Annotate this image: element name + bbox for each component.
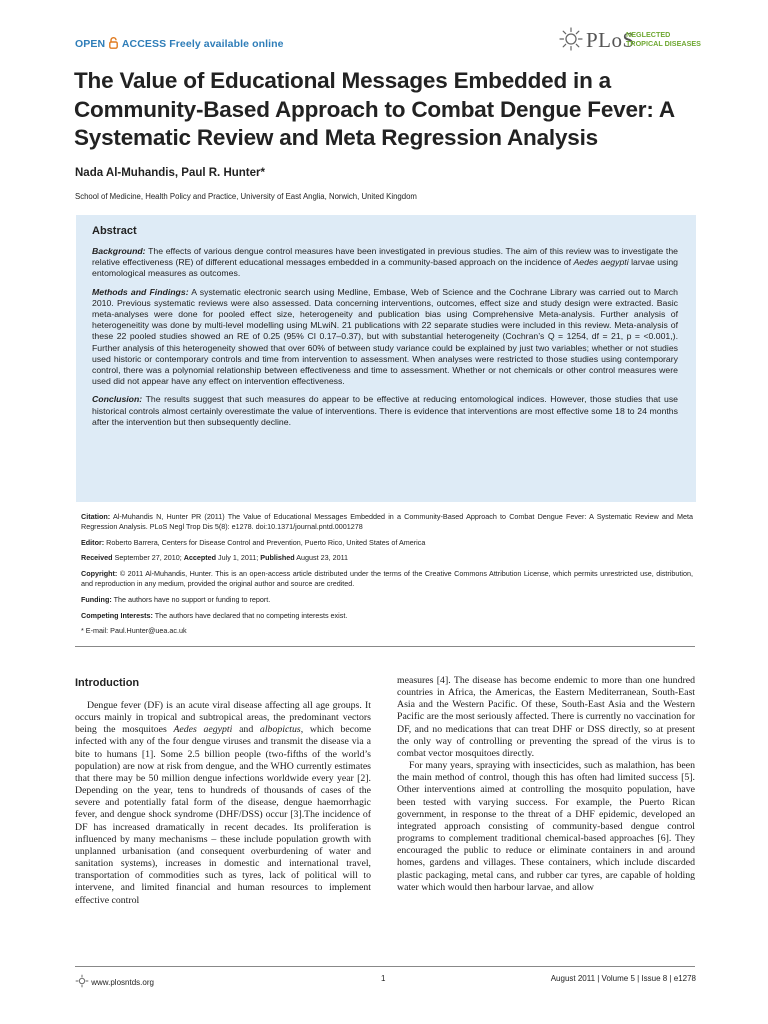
journal-logo[interactable] (558, 22, 708, 56)
copyright-text: © 2011 Al-Muhandis, Hunter. This is an open-access article distributed under the terms of the Creative Commons Attribution License, which permits unrestricted use, distribution, and reproduction in any medium, provided the original author and source are credited. (81, 569, 693, 588)
dates (81, 553, 693, 563)
published-label: Published (260, 553, 295, 563)
access-label: ACCESS (121, 38, 167, 50)
funding (81, 595, 693, 605)
freely-available-label: Freely available online (169, 38, 284, 50)
open-lock-icon (109, 37, 118, 52)
open-label: OPEN (75, 38, 106, 50)
editor-label: Editor: (81, 537, 105, 547)
intro-paragraph-1 (75, 700, 371, 907)
methods-label: Methods and Findings: (92, 286, 189, 297)
published-date: August 23, 2011 (294, 553, 349, 563)
citation (81, 512, 693, 532)
funding-label: Funding: (81, 594, 112, 604)
competing-interests (81, 611, 693, 621)
url-text[interactable]: www.plosntds.org (91, 978, 154, 987)
issue-info: August 2011 | Volume 5 | Issue 8 | e1278 (550, 974, 696, 983)
received-date: September 27, 2010; (112, 553, 184, 563)
copyright (81, 569, 693, 589)
citation-label: Citation: (81, 512, 111, 521)
editor (81, 538, 693, 548)
intro-paragraph-continued: measures [4]. The disease has become endemic to more than one hundred countries in Africa, the Americas, the Eastern Mediterranean, South-East Asia and the Western Pacific. Of these, South-East Asia and the Western Pacific are the most seriously affected. There is currently no vaccination for DF, and no medications that can treat DHF or DSS directly, so at present the only way of controlling or preventing the spread of the virus is to combat vector mosquitoes directly. (397, 675, 695, 759)
abstract-background (92, 246, 678, 280)
journal-url[interactable] (75, 974, 154, 988)
abstract-box (76, 215, 696, 502)
footer-divider (75, 966, 695, 967)
background-text-end: larvae using entomological measures as outcomes. (92, 257, 679, 279)
conclusion-text: The results suggest that such measures do appear to be effective at reducing entomological indices. However, those studies that use historical controls almost certainly overestimate the value of interventions. There is evidence that interventions are most effective some 18 to 24 months after the intervention but then subsequently decline. (92, 394, 678, 427)
affiliation: School of Medicine, Health Policy and Practice, University of East Anglia, Norwich, United Kingdom (75, 192, 417, 201)
author-list: Nada Al-Muhandis, Paul R. Hunter* (75, 167, 265, 179)
abstract-heading: Abstract (92, 225, 137, 237)
intro-paragraph-2: For many years, spraying with insecticides, such as malathion, has been the main method of control, though this has often had limited success [5]. Other interventions aimed at controlling the mosquito population, have been tested with varying success. For example, the Puerto Rican government, in response to the threat of a DHF epidemic, developed an integrated approach consisting of community-based dengue control programs to complement traditional chemical-based approaches [6]. They encouraged the public to reduce or eliminate containers in and around homes, gardens and villages. These containers, which include discarded plastic packaging, metal cans, and rubber car tyres, are capable of holding water which would then harbour larvae, and allow (397, 760, 695, 893)
accepted-date: July 1, 2011; (216, 553, 261, 563)
species-albopictus: albopictus (259, 724, 301, 736)
editor-text: Roberto Barrera, Centers for Disease Control and Prevention, Puerto Rico, United States of America (104, 537, 426, 547)
plos-sun-small-icon (75, 974, 89, 988)
body-column-right (397, 675, 695, 894)
article-metadata (81, 512, 693, 642)
open-access-banner (75, 37, 284, 52)
abstract-methods (92, 287, 678, 388)
journal-name-line2: TROPICAL DISEASES (626, 39, 701, 48)
article-title: The Value of Educational Messages Embedded in a Community-Based Approach to Combat Dengue Fever: A Systematic Review and Meta Regression Analysis (74, 68, 675, 150)
accepted-label: Accepted (183, 553, 217, 563)
species-aegypti: Aedes aegypti (173, 724, 233, 736)
corresponding-email[interactable]: * E-mail: Paul.Hunter@uea.ac.uk (81, 626, 187, 636)
received-label: Received (81, 553, 113, 563)
journal-name (626, 30, 701, 48)
competing-text: The authors have declared that no competing interests exist. (152, 610, 348, 620)
funding-text: The authors have no support or funding to report. (111, 594, 271, 604)
page-number: 1 (381, 974, 386, 983)
intro-text-c: , which become infected with any of the four dengue viruses and transmit the disease via a bite to humans [1]. Some 2.5 billion people (two-fifths of the world’s population) are now at risk from dengue, and the WHO currently estimates that there may be 50 million dengue infections worldwide every year [2]. Depending on the year, tens to hundreds of thousands of cases of the severe and potentially fatal form of the disease, dengue haemorrhagic fever, and dengue shock syndrome (DHF/DSS) occur [3].The incidence of DF has increased dramatically in recent decades. Its proliferation is influenced by many mechanisms – these include population growth with unplanned urbanisation (and consequent overburdening of water and sanitation systems), increases in domestic and international travel, transportation of commodities such as tyres, lack of political will to intervene, and limited financial and human resources to implement effective control (75, 724, 371, 906)
methods-text: A systematic electronic search using Medline, Embase, Web of Science and the Cochrane Library was carried out to March 2010. Previous systematic reviews were also assessed. Data concerning interventions, outcomes, effect size and study design were extracted. Basic meta-analyses were done for pooled effect size, heterogeneity and publication bias using Comprehensive Meta-analysis. Further analysis of heterogeneitity was done by multi-level modelling using MLwiN. 21 publications with 22 separate studies were included in this review. Meta-analysis of these 22 pooled studies showed an RE of 0.25 (95% CI 0.17–0.37), but with substantial heterogeneity (Cochran’s Q = 1254, df = 21, p = <0.001,). Further analysis of this heterogeneity showed that over 60% of between study variance could be explained by just two variables; whether or not studies used historic or contemporary controls and time from intervention to assessment. When analyses were restricted to those studies using contemporary control, there was a polynomial relationship between effectiveness and time to assessment. Whether or not chemicals or other control measures were used did not appear have any effect on intervention effectiveness. (92, 286, 678, 387)
intro-text-b: and (232, 724, 260, 736)
plos-sun-icon (558, 26, 584, 52)
journal-name-line1: NEGLECTED (626, 30, 671, 39)
body-column-left (75, 700, 371, 907)
background-label: Background: (92, 246, 146, 256)
citation-text[interactable]: Al-Muhandis N, Hunter PR (2011) The Value of Educational Messages Embedded in a Community-Based Approach to Combat Dengue Fever: A Systematic Review and Meta Regression Analysis. PLoS Negl Trop Dis 5(8): e1278. doi:10.1371/journal.pntd.0001278 (81, 512, 693, 531)
abstract-conclusion (92, 394, 678, 428)
divider (75, 646, 695, 647)
plos-wordmark: PLoS (586, 28, 635, 52)
background-species: Aedes aegypti (573, 257, 629, 268)
competing-label: Competing Interests: (81, 610, 153, 620)
conclusion-label: Conclusion: (92, 394, 143, 405)
introduction-heading: Introduction (75, 677, 140, 689)
background-text: The effects of various dengue control measures have been investigated in previous studies. The aim of this review was to investigate the relative effectiveness (RE) of different educational messages embedded in a community-based approach on the incidence of (92, 246, 678, 268)
intro-text-a: Dengue fever (DF) is an acute viral disease affecting all age groups. It occurs mainly in tropical and subtropical areas, the predominant vectors being the mosquitoes (75, 700, 371, 736)
copyright-label: Copyright: (81, 569, 118, 579)
